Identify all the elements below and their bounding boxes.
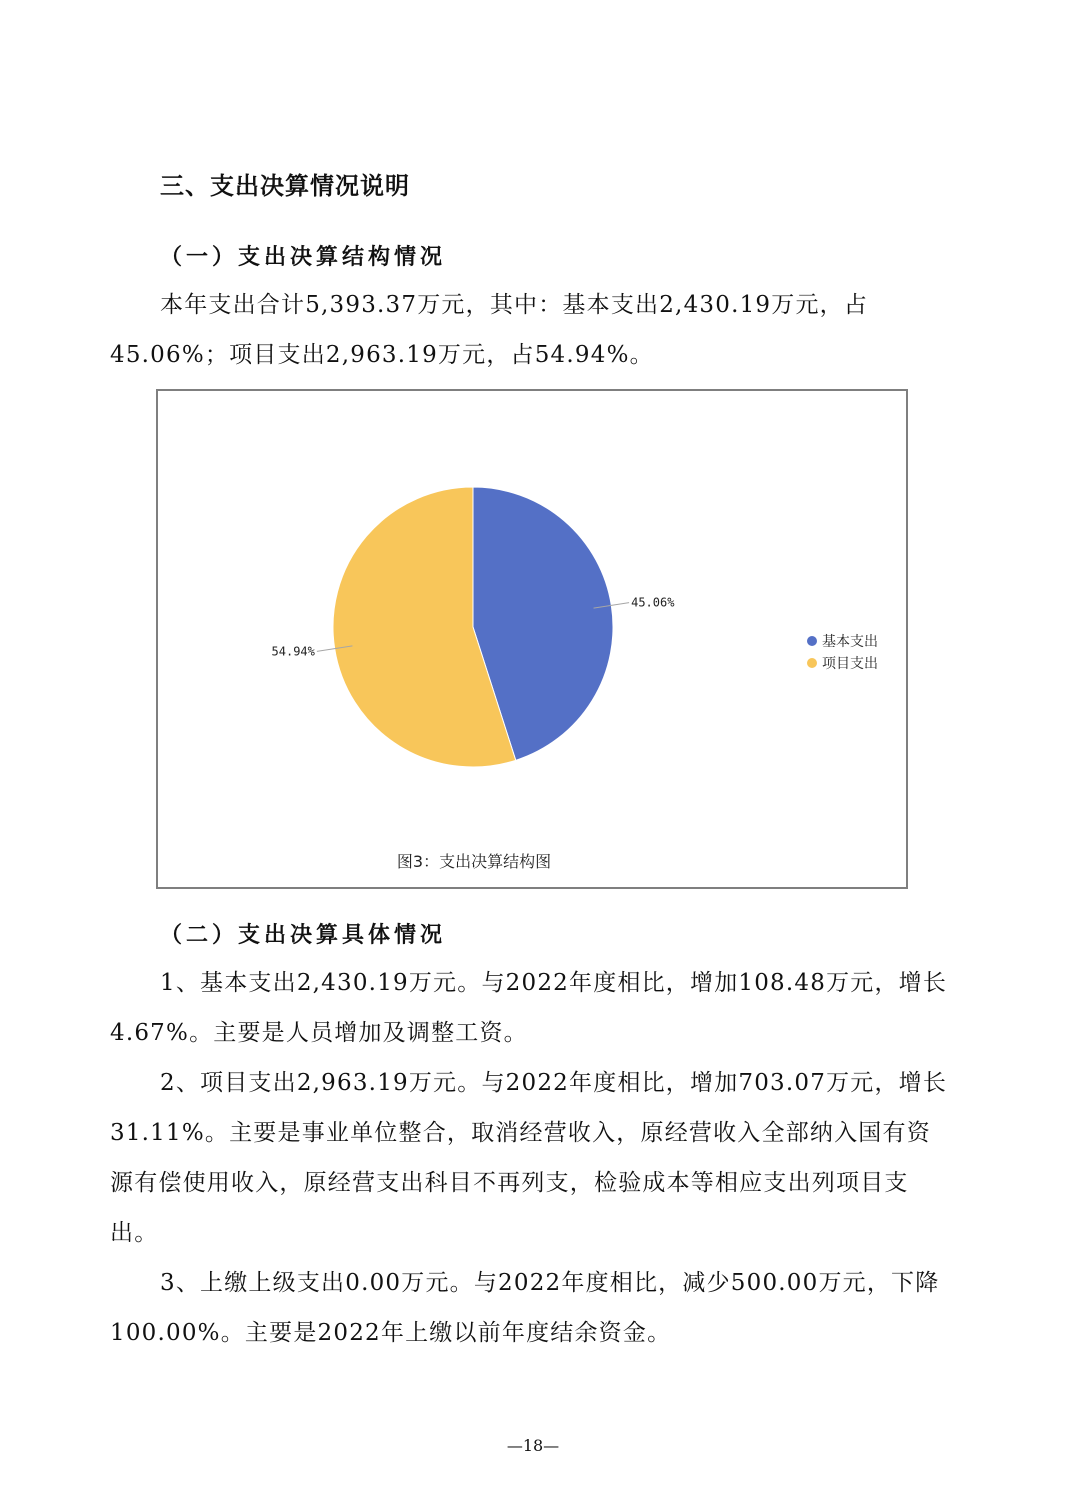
pie-chart xyxy=(156,389,908,889)
data-label-project: 54.94% xyxy=(271,644,315,659)
paragraph-project-expense: 2、项目支出2,963.19万元。与2022年度相比，增加703.07万元，增长31.11%。主要是事业单位整合，取消经营收入，原经营收入全部纳入国有资源有偿使用收入，原经营支出科目不再列支，检验成本等相应支出列项目支出。 xyxy=(110,1070,948,1246)
paragraph-basic-expense: 1、基本支出2,430.19万元。与2022年度相比，增加108.48万元，增长4.67%。主要是人员增加及调整工资。 xyxy=(110,970,948,1046)
legend-label-basic: 基本支出 xyxy=(822,634,878,650)
legend-marker-project xyxy=(807,658,817,668)
page-number: —18— xyxy=(506,1436,560,1455)
subsection-title-structure: （一）支出决算结构情况 xyxy=(160,245,447,270)
legend-marker-basic xyxy=(807,636,817,646)
pie-chart-svg xyxy=(158,391,906,887)
legend-label-project: 项目支出 xyxy=(822,656,878,672)
data-label-basic: 45.06% xyxy=(631,595,675,610)
paragraph-remit-expense: 3、上缴上级支出0.00万元。与2022年度相比，减少500.00万元，下降100.00%。主要是2022年上缴以前年度结余资金。 xyxy=(110,1270,940,1346)
subsection-title-detail: （二）支出决算具体情况 xyxy=(160,923,447,948)
paragraph-summary: 本年支出合计5,393.37万元，其中：基本支出2,430.19万元，占45.06%；项目支出2,963.19万元，占54.94%。 xyxy=(110,292,869,368)
section-title: 三、支出决算情况说明 xyxy=(160,172,410,200)
chart-title: 图3：支出决算结构图 xyxy=(396,852,552,871)
